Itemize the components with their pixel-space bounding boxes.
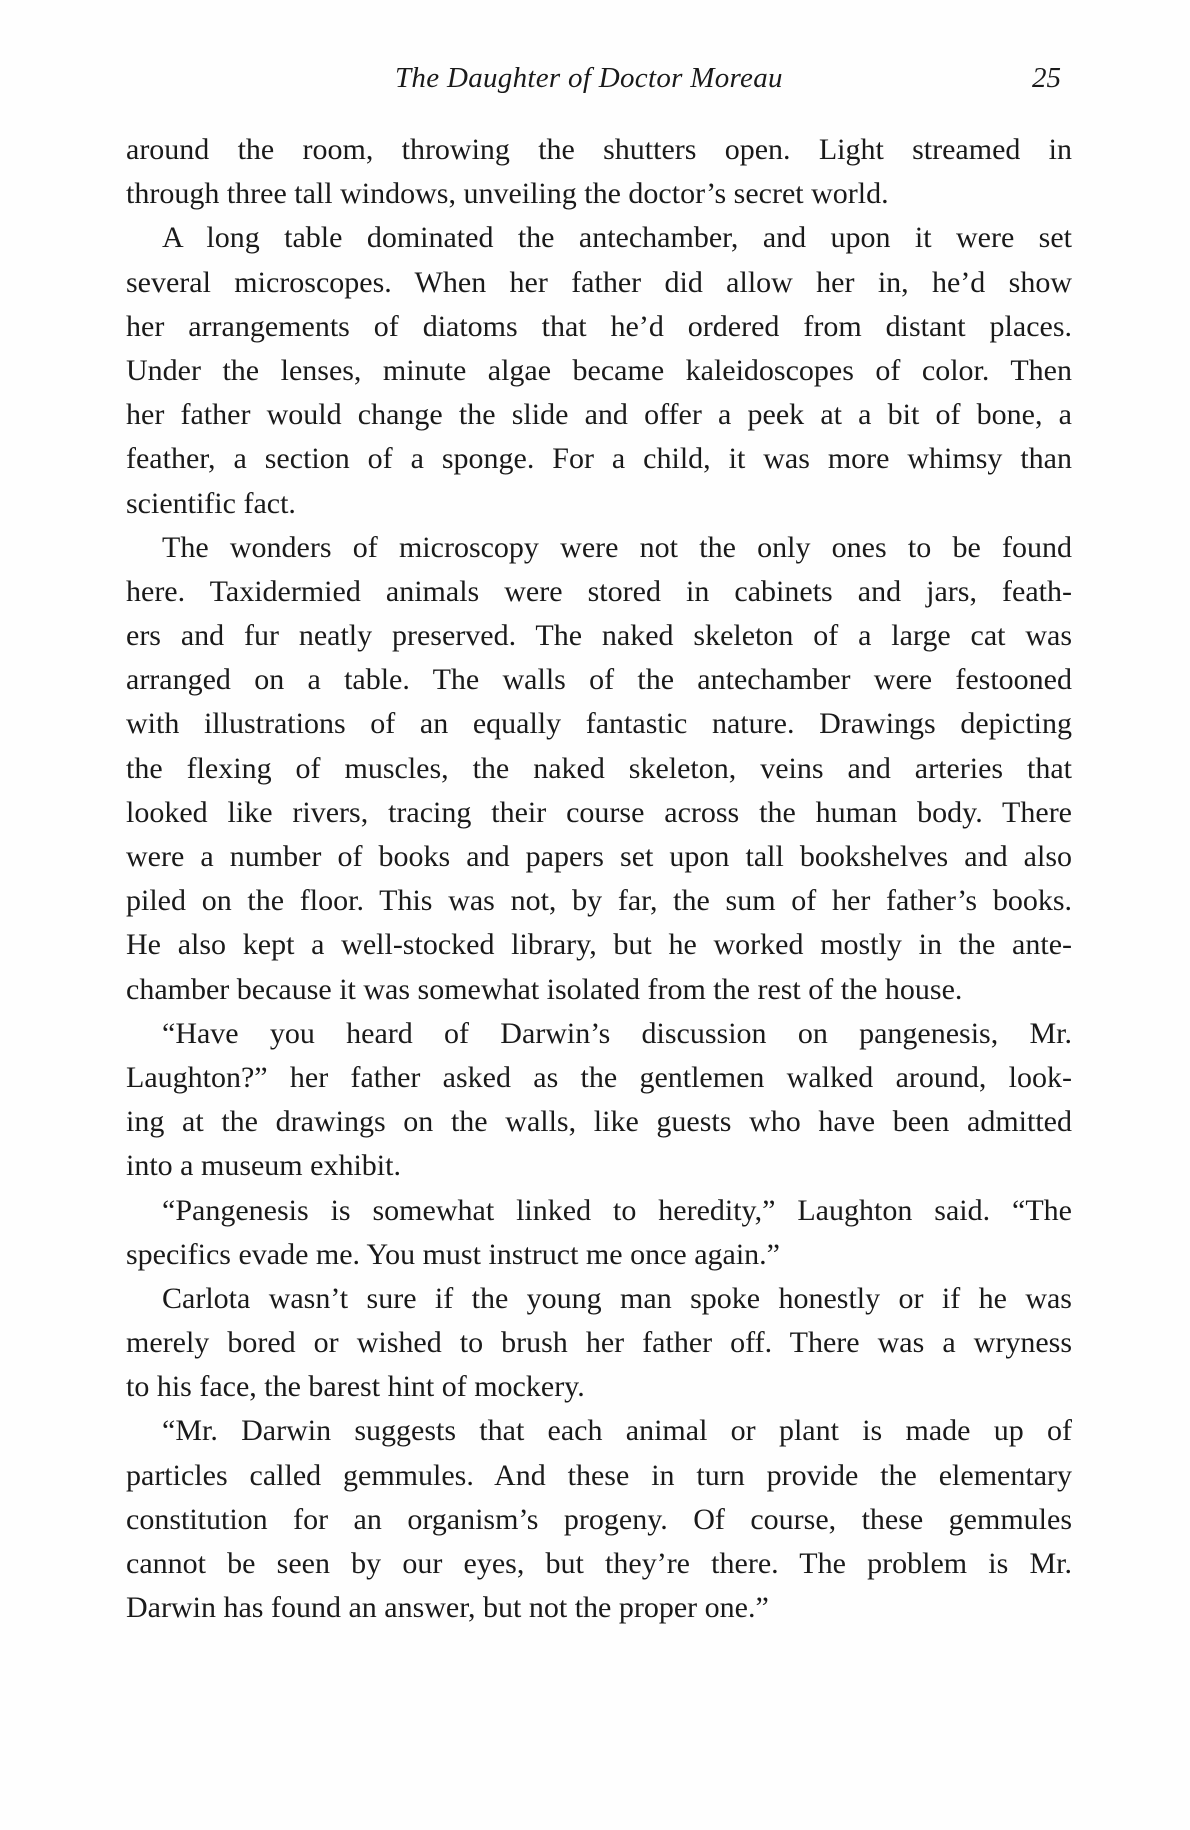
text-line: Laughton?” her father asked as the gentlemen walked around, look- <box>126 1060 1072 1094</box>
text-line: chamber because it was somewhat isolated from the rest of the house. <box>126 972 963 1006</box>
text-line: into a museum exhibit. <box>126 1149 401 1183</box>
text-line: her father would change the slide and offer a peek at a bit of bone, a <box>126 398 1072 432</box>
text-line: The wonders of microscopy were not the only ones to be found <box>162 530 1072 564</box>
text-line: her arrangements of diatoms that he’d ordered from distant places. <box>126 309 1072 343</box>
text-line: Carlota wasn’t sure if the young man spoke honestly or if he was <box>162 1281 1072 1315</box>
text-line: He also kept a well-stocked library, but he worked mostly in the ante- <box>126 928 1072 962</box>
running-title: The Daughter of Doctor Moreau <box>395 62 783 94</box>
text-line: piled on the floor. This was not, by far, the sum of her father’s books. <box>126 884 1072 918</box>
text-line: feather, a section of a sponge. For a child, it was more whimsy than <box>126 442 1072 476</box>
text-line: through three tall windows, unveiling the doctor’s secret world. <box>126 177 889 211</box>
text-line: merely bored or wished to brush her father off. There was a wryness <box>126 1326 1072 1360</box>
text-line: Under the lenses, minute algae became kaleidoscopes of color. Then <box>126 353 1072 387</box>
text-line: A long table dominated the antechamber, and upon it were set <box>162 221 1072 255</box>
text-line: the flexing of muscles, the naked skeleton, veins and arteries that <box>126 751 1072 785</box>
text-line: here. Taxidermied animals were stored in cabinets and jars, feath- <box>126 574 1072 608</box>
text-line: cannot be seen by our eyes, but they’re there. The problem is Mr. <box>126 1547 1072 1580</box>
page-number: 25 <box>1032 62 1061 94</box>
text-line: ing at the drawings on the walls, like guests who have been admitted <box>126 1105 1072 1139</box>
running-head <box>0 62 1190 102</box>
body-text <box>126 128 1072 1630</box>
text-line: looked like rivers, tracing their course across the human body. There <box>126 795 1072 829</box>
text-line: constitution for an organism’s progeny. Of course, these gemmules <box>126 1502 1072 1536</box>
text-line: with illustrations of an equally fantastic nature. Drawings depicting <box>126 707 1072 741</box>
text-line: “Have you heard of Darwin’s discussion on pangenesis, Mr. <box>162 1016 1072 1050</box>
text-line: to his face, the barest hint of mockery. <box>126 1370 585 1404</box>
text-line: scientific fact. <box>126 486 296 520</box>
text-line: several microscopes. When her father did allow her in, he’d show <box>126 265 1072 299</box>
text-line: “Mr. Darwin suggests that each animal or plant is made up of <box>162 1414 1072 1448</box>
text-line: “Pangenesis is somewhat linked to heredity,” Laughton said. “The <box>162 1193 1072 1227</box>
text-line: around the room, throwing the shutters open. Light streamed in <box>126 133 1072 166</box>
text-line: particles called gemmules. And these in turn provide the elementary <box>126 1458 1072 1492</box>
text-line: ers and fur neatly preserved. The naked skeleton of a large cat was <box>126 619 1072 653</box>
text-line: Darwin has found an answer, but not the proper one.” <box>126 1591 769 1625</box>
text-line: specifics evade me. You must instruct me once again.” <box>126 1237 780 1271</box>
text-line: arranged on a table. The walls of the antechamber were festooned <box>126 663 1072 697</box>
text-line: were a number of books and papers set upon tall bookshelves and also <box>126 840 1072 873</box>
